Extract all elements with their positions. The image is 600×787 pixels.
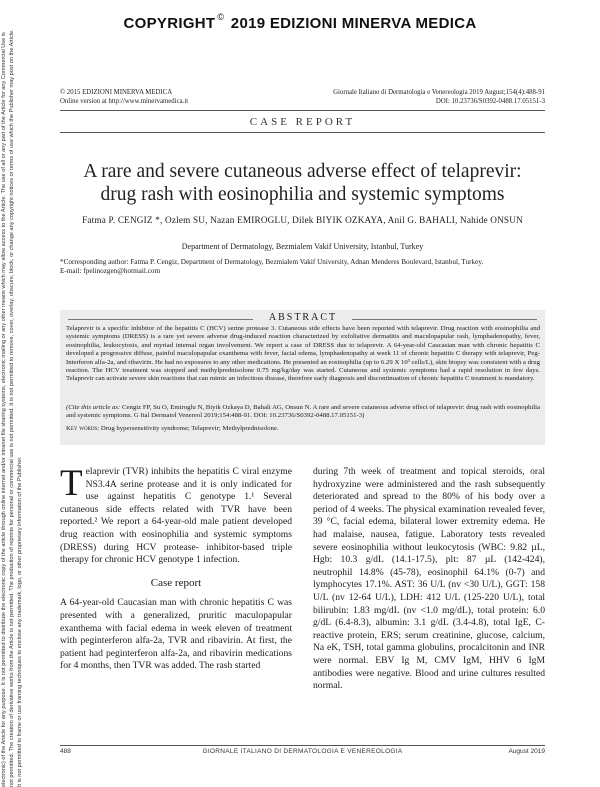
footer-journal: GIORNALE ITALIANO DI DERMATOLOGIA E VENEREOLOGIA xyxy=(202,748,403,755)
case-report-heading: Case report xyxy=(150,576,202,589)
drop-cap: T xyxy=(60,463,83,504)
footer-date: August 2019 xyxy=(508,748,545,755)
abstract-rule-right xyxy=(352,319,537,320)
abstract-text: Telaprevir is a specific inhibitor of the hepatitis C (HCV) serine protease 3. Cutaneous side effects have been reported with telaprevir. Drug reaction with eosinophilia and systemic symptoms (DRESS) is a rare yet severe adverse drug-induced reaction characterized by exfoliative dermatitis and maculopapular rash, lymphadenopathy, fever, eosinophilia, leukocytosis, and myriad internal organ involvement. We report a case of DRESS due to telaprevir. A 64-year-old Caucasian man with chronic hepatitis C developed a progressive diffuse, painful maculopapular exanthema with fever, facial edema, lymphadenopathy at week 11 of chronic hepatitis C therapy with telaprevir, Peg-Interferon alfa-2a, and ribavirin. He had no exposures to any other medications. He presented an eosinophilia (up to 6.29 X 10³ cells/L), skin biopsy was consistent with a drug reaction. The HCV treatment was stopped and methylprednisolone 0.75 mg/kg/day was started. Cutaneous and systemic symptoms had a rapid resolution in few days. Telaprevir can activate severe skin reactions that can mimic an infectious disease, therefore early diagnosis and discontinuation of chronic hepatitis C treatment is mandatory. xyxy=(66,325,540,383)
header-online: Online version at http://www.minervamedica.it xyxy=(60,98,189,105)
keywords xyxy=(66,425,540,433)
copyright-right: 2019 EDIZIONI MINERVA MEDICA xyxy=(230,15,477,32)
side-copyright-notice: electronic) of the Article for any purpose. It is not permitted to distribute the electronic copy of the article through online internet and/or intranet file sharing systems, electronic mailing or any other means which may allow access to the Article. The use of all or any part of the Article for any Commercial Use is not permitted. The creation of derivative works from the Article is not permitted. The production of reprints for personal or commercial use is not permitted. It is not permitted to remove, cover, overlay, obscure, block, or change any copyright notices or terms of use which the Publisher may post on the Article. It is not permitted to frame or use framing techniques to enclose any trademark, logo, or other proprietary information of the Publisher. xyxy=(1,29,23,787)
author-list: Fatma P. CENGIZ *, Ozlem SU, Nazan EMIROGLU, Dilek BIYIK OZKAYA, Anil G. BAHALI, Nahide ONSUN xyxy=(82,215,523,225)
citation xyxy=(66,404,540,421)
copyright-left: COPYRIGHT xyxy=(123,15,216,32)
copyright-symbol: © xyxy=(217,12,225,22)
body-column-left xyxy=(60,463,292,673)
abstract-heading: ABSTRACT xyxy=(268,312,338,323)
case-report-continued: during 7th week of treatment and topical steroids, oral hydroxyzine were administered and the rash subsequently deteriorated and spread to the 80% of his body over a period of 4 weeks. The physical examination revealed fever, 39 °C, facial edema, bilateral lower extremity edema. He had malaise, nausea, fatigue. Laboratory tests revealed severe eosinophilia without leukocytosis (WBC: 9.82 µL, Hgb: 10.3 g/dL (14.1-17.5), plt: 87 µL (142-424), neutrophil 14.8% (45-78), eosinophil 64.1% (0-7) and lymphocytes 17.1%. AST: 36 U/L (nv <30 U/L), GGT: 158 U/L (nv 12-64 U/L), LDH: 412 U/L (125-220 U/L), total bilirubin: 1.83 mg/dL (nv <1.0 mg/dL), total protein: 6.0 g/dL (6.4-8.3), albumin: 3.1 g/dL (3.4-4.8), total IgE, C-reactive protein, ERS; serum creatinine, glucose, calcium, Na eK, TSH, total gamma globulins, procalcitonin and INR were normal. EBV Ig M, CMV IgM, HHV 6 IgM antibodies were negative. Blood and urine cultures resulted normal. xyxy=(313,466,545,692)
header-right xyxy=(300,88,545,106)
header-publisher: © 2015 EDIZIONI MINERVA MEDICA xyxy=(60,89,173,96)
keywords-label: Key words: xyxy=(66,425,100,432)
keywords-text: Drug hypersensitivity syndrome; Telaprevir; Methylprednisolone. xyxy=(100,425,279,432)
corresponding-author xyxy=(60,258,545,276)
affiliation: Department of Dermatology, Bezmialem Vakif University, Istanbul, Turkey xyxy=(181,242,424,251)
page-number: 488 xyxy=(60,748,71,755)
intro-text: elaprevir (TVR) inhibits the hepatitis C viral enzyme NS3.4A serine protease and it is only indicated for use against hepatitis C genotype 1.¹ Several cutaneous side effects related with TVR have been reported.² We report a 64-year-old male patient developed drug reaction with eosinophilia and systemic symptoms (DRESS) during HCV protease- inhibitor-based triple therapy for chronic HCV genotype 1 infection. xyxy=(60,466,292,566)
intro-paragraph xyxy=(60,463,292,567)
body-column-right xyxy=(313,466,545,693)
citation-label: (Cite this article as: xyxy=(66,404,121,411)
footer-divider xyxy=(60,745,545,746)
section-label: CASE REPORT xyxy=(249,116,356,128)
header-journal-citation: Giornale Italiano di Dermatologia e Venereologia 2019 August;154(4):488-91 xyxy=(333,89,545,96)
corresponding-address: *Corresponding author: Fatma P. Cengiz, Department of Dermatology, Bezmialem Vakif University, Adnan Menderes Boulevard, Istanbul, Turkey. xyxy=(60,258,484,266)
copyright-banner xyxy=(0,12,600,32)
citation-text: Cengiz FP, Su O, Emiroglu N, Biyik Ozkaya D, Bahali AG, Onsun N. A rare and severe cutaneous adverse effect of telaprevir: drug rash with eosinophilia and systemic symptoms. G Ital Dermatol Venereol 2019;154:488-91. DOI: 10.23736/S0392-0488.17.05151-3) xyxy=(66,404,541,420)
title-line-2: drug rash with eosinophilia and systemic symptoms xyxy=(100,184,505,205)
header-divider xyxy=(60,110,545,111)
section-divider xyxy=(60,132,545,133)
corresponding-email: E-mail: fpelinozgen@hotmail.com xyxy=(60,267,161,275)
title-line-1: A rare and severe cutaneous adverse effect of telaprevir: xyxy=(83,161,522,182)
case-report-text: A 64-year-old Caucasian man with chronic hepatitis C was presented with a generalized, pruritic maculopapular exanthema with facial edema in week eleven of treatment with peginterferon alfa-2a, TVR and ribavirin. At first, the patient had peginterferon alfa-2a, and ribavirin medications for 4 months, then TVR was added. The rash started xyxy=(60,597,292,672)
header-doi: DOI: 10.23736/S0392-0488.17.05151-3 xyxy=(435,98,545,105)
article-title xyxy=(60,160,545,206)
header-left xyxy=(60,88,300,106)
abstract-rule-left xyxy=(68,319,253,320)
